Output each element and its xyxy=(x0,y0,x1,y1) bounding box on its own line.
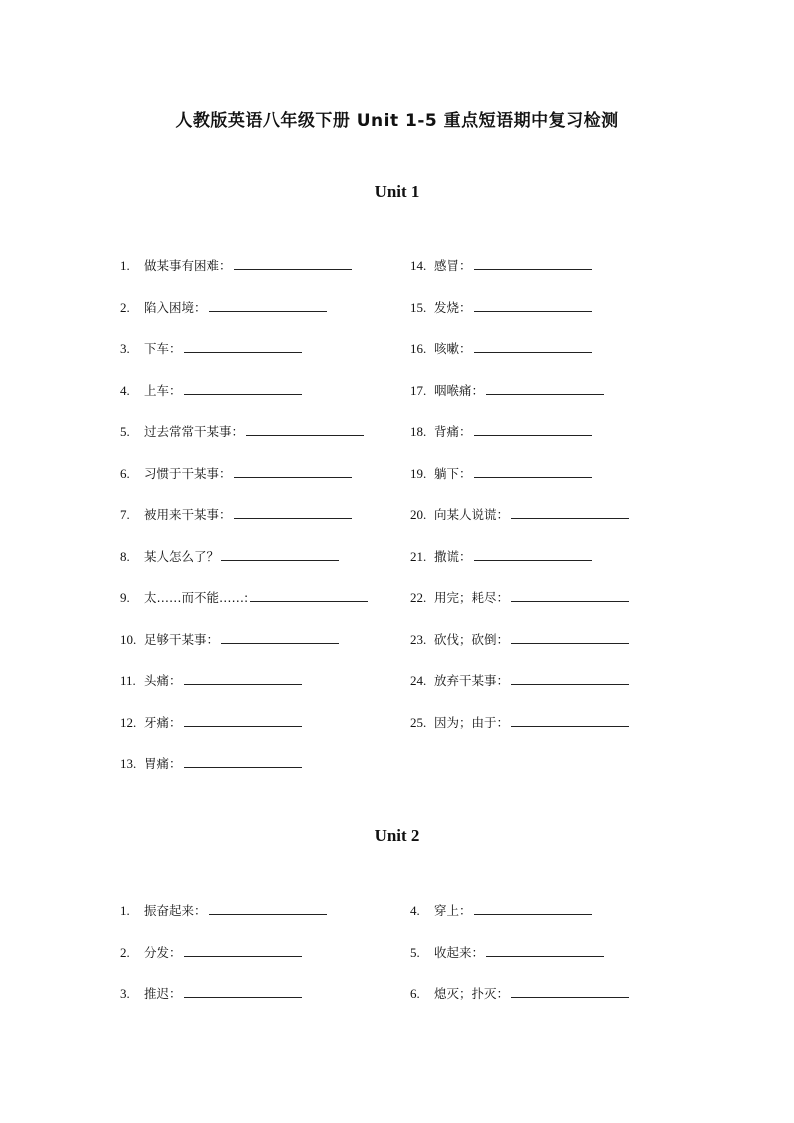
answer-blank[interactable] xyxy=(474,422,592,436)
question-item xyxy=(120,422,364,440)
question-label: 咳嗽： xyxy=(434,341,472,356)
answer-blank[interactable] xyxy=(474,339,592,353)
question-label: 穿上： xyxy=(434,903,472,918)
question-item xyxy=(120,381,302,399)
answer-blank[interactable] xyxy=(184,339,302,353)
question-number: 21. xyxy=(410,548,427,564)
question-label: 某人怎么了？ xyxy=(144,548,220,564)
question-label: 感冒： xyxy=(434,258,472,273)
answer-blank[interactable] xyxy=(221,630,339,644)
question-number: 23. xyxy=(410,631,427,647)
answer-blank[interactable] xyxy=(511,713,629,727)
question-number: 18. xyxy=(410,424,427,439)
question-item xyxy=(410,505,629,523)
answer-blank[interactable] xyxy=(511,671,629,685)
question-number: 10. xyxy=(120,631,137,647)
question-number: 12. xyxy=(120,714,137,730)
question-number: 2. xyxy=(120,299,130,315)
question-item xyxy=(410,588,629,606)
question-label: 上车： xyxy=(144,382,182,398)
answer-blank[interactable] xyxy=(209,298,327,312)
question-label: 躺下： xyxy=(434,465,472,481)
answer-blank[interactable] xyxy=(234,464,352,478)
question-item xyxy=(120,630,339,648)
question-item xyxy=(120,984,302,1002)
question-number: 4. xyxy=(120,382,130,398)
answer-blank[interactable] xyxy=(184,984,302,998)
answer-blank[interactable] xyxy=(486,381,604,395)
question-number: 6. xyxy=(120,465,130,481)
answer-blank[interactable] xyxy=(511,588,629,602)
question-number: 17. xyxy=(410,382,427,398)
unit-heading: Unit 1 xyxy=(374,182,420,201)
unit-heading: Unit 2 xyxy=(374,826,420,845)
question-label: 因为；由于： xyxy=(434,714,510,730)
question-number: 8. xyxy=(120,548,130,564)
question-number: 1. xyxy=(120,258,130,273)
answer-blank[interactable] xyxy=(234,505,352,519)
answer-blank[interactable] xyxy=(184,381,302,395)
answer-blank[interactable] xyxy=(184,671,302,685)
question-number: 14. xyxy=(410,258,427,273)
answer-blank[interactable] xyxy=(511,505,629,519)
question-item xyxy=(410,943,604,961)
question-label: 向某人说谎： xyxy=(434,507,510,522)
question-number: 9. xyxy=(120,590,130,605)
question-number: 20. xyxy=(410,507,427,522)
question-item xyxy=(410,256,592,274)
question-number: 6. xyxy=(410,986,420,1001)
question-item xyxy=(410,381,604,399)
question-item xyxy=(410,713,629,731)
question-label: 分发： xyxy=(144,944,182,960)
answer-blank[interactable] xyxy=(234,256,352,270)
question-item xyxy=(410,547,592,565)
question-label: 撒谎： xyxy=(434,548,472,564)
question-label: 过去常常干某事： xyxy=(144,424,245,439)
question-number: 2. xyxy=(120,944,130,960)
question-label: 陷入困境： xyxy=(144,299,207,315)
answer-blank[interactable] xyxy=(184,943,302,957)
question-item xyxy=(120,671,302,689)
question-label: 振奋起来： xyxy=(144,903,207,918)
answer-blank[interactable] xyxy=(486,943,604,957)
question-label: 熄灭；扑灭： xyxy=(434,986,510,1001)
question-item xyxy=(410,298,592,316)
question-label: 收起来： xyxy=(434,944,485,960)
question-number: 15. xyxy=(410,299,427,315)
answer-blank[interactable] xyxy=(246,422,364,436)
question-label: 做某事有困难： xyxy=(144,258,232,273)
question-number: 3. xyxy=(120,341,130,356)
question-item xyxy=(120,256,352,274)
question-number: 11. xyxy=(120,673,136,688)
question-label: 下车： xyxy=(144,341,182,356)
question-number: 16. xyxy=(410,341,427,356)
answer-blank[interactable] xyxy=(474,901,592,915)
question-item xyxy=(120,547,339,565)
answer-blank[interactable] xyxy=(184,754,302,768)
answer-blank[interactable] xyxy=(221,547,339,561)
question-item xyxy=(120,754,302,772)
question-item xyxy=(410,422,592,440)
question-label: 发烧： xyxy=(434,299,472,315)
question-item xyxy=(120,339,302,357)
question-item xyxy=(120,901,327,919)
page-title: 人教版英语八年级下册 Unit 1-5 重点短语期中复习检测 xyxy=(175,111,619,131)
question-number: 7. xyxy=(120,507,130,522)
answer-blank[interactable] xyxy=(474,547,592,561)
question-label: 被用来干某事： xyxy=(144,507,232,522)
question-item xyxy=(410,901,592,919)
question-number: 25. xyxy=(410,714,427,730)
question-number: 4. xyxy=(410,903,420,918)
question-label: 胃痛： xyxy=(144,756,182,771)
question-label: 头痛： xyxy=(144,673,182,688)
question-label: 习惯于干某事： xyxy=(144,465,232,481)
question-item xyxy=(410,464,592,482)
question-label: 放弃干某事： xyxy=(434,673,510,688)
question-label: 砍伐；砍倒： xyxy=(434,631,510,647)
question-item xyxy=(120,298,327,316)
question-item xyxy=(120,464,352,482)
question-label: 咽喉痛： xyxy=(434,382,485,398)
question-number: 5. xyxy=(120,424,130,439)
answer-blank[interactable] xyxy=(511,984,629,998)
answer-blank[interactable] xyxy=(474,464,592,478)
question-label: 推迟： xyxy=(144,986,182,1001)
answer-blank[interactable] xyxy=(474,256,592,270)
question-item xyxy=(120,588,368,606)
question-number: 24. xyxy=(410,673,427,688)
question-item xyxy=(410,671,629,689)
question-number: 3. xyxy=(120,986,130,1001)
question-label: 足够干某事： xyxy=(144,631,220,647)
question-item xyxy=(120,713,302,731)
question-number: 19. xyxy=(410,465,427,481)
question-item xyxy=(410,984,629,1002)
answer-blank[interactable] xyxy=(511,630,629,644)
answer-blank[interactable] xyxy=(209,901,327,915)
question-label: 用完；耗尽： xyxy=(434,590,510,605)
question-item xyxy=(120,505,352,523)
question-item xyxy=(120,943,302,961)
answer-blank[interactable] xyxy=(250,588,368,602)
question-item xyxy=(410,339,592,357)
answer-blank[interactable] xyxy=(474,298,592,312)
question-number: 1. xyxy=(120,903,130,918)
question-number: 22. xyxy=(410,590,427,605)
question-label: 背痛： xyxy=(434,424,472,439)
question-item xyxy=(410,630,629,648)
answer-blank[interactable] xyxy=(184,713,302,727)
question-number: 13. xyxy=(120,756,137,771)
question-label: 牙痛： xyxy=(144,714,182,730)
question-label: 太……而不能……: xyxy=(144,590,249,605)
question-number: 5. xyxy=(410,944,420,960)
